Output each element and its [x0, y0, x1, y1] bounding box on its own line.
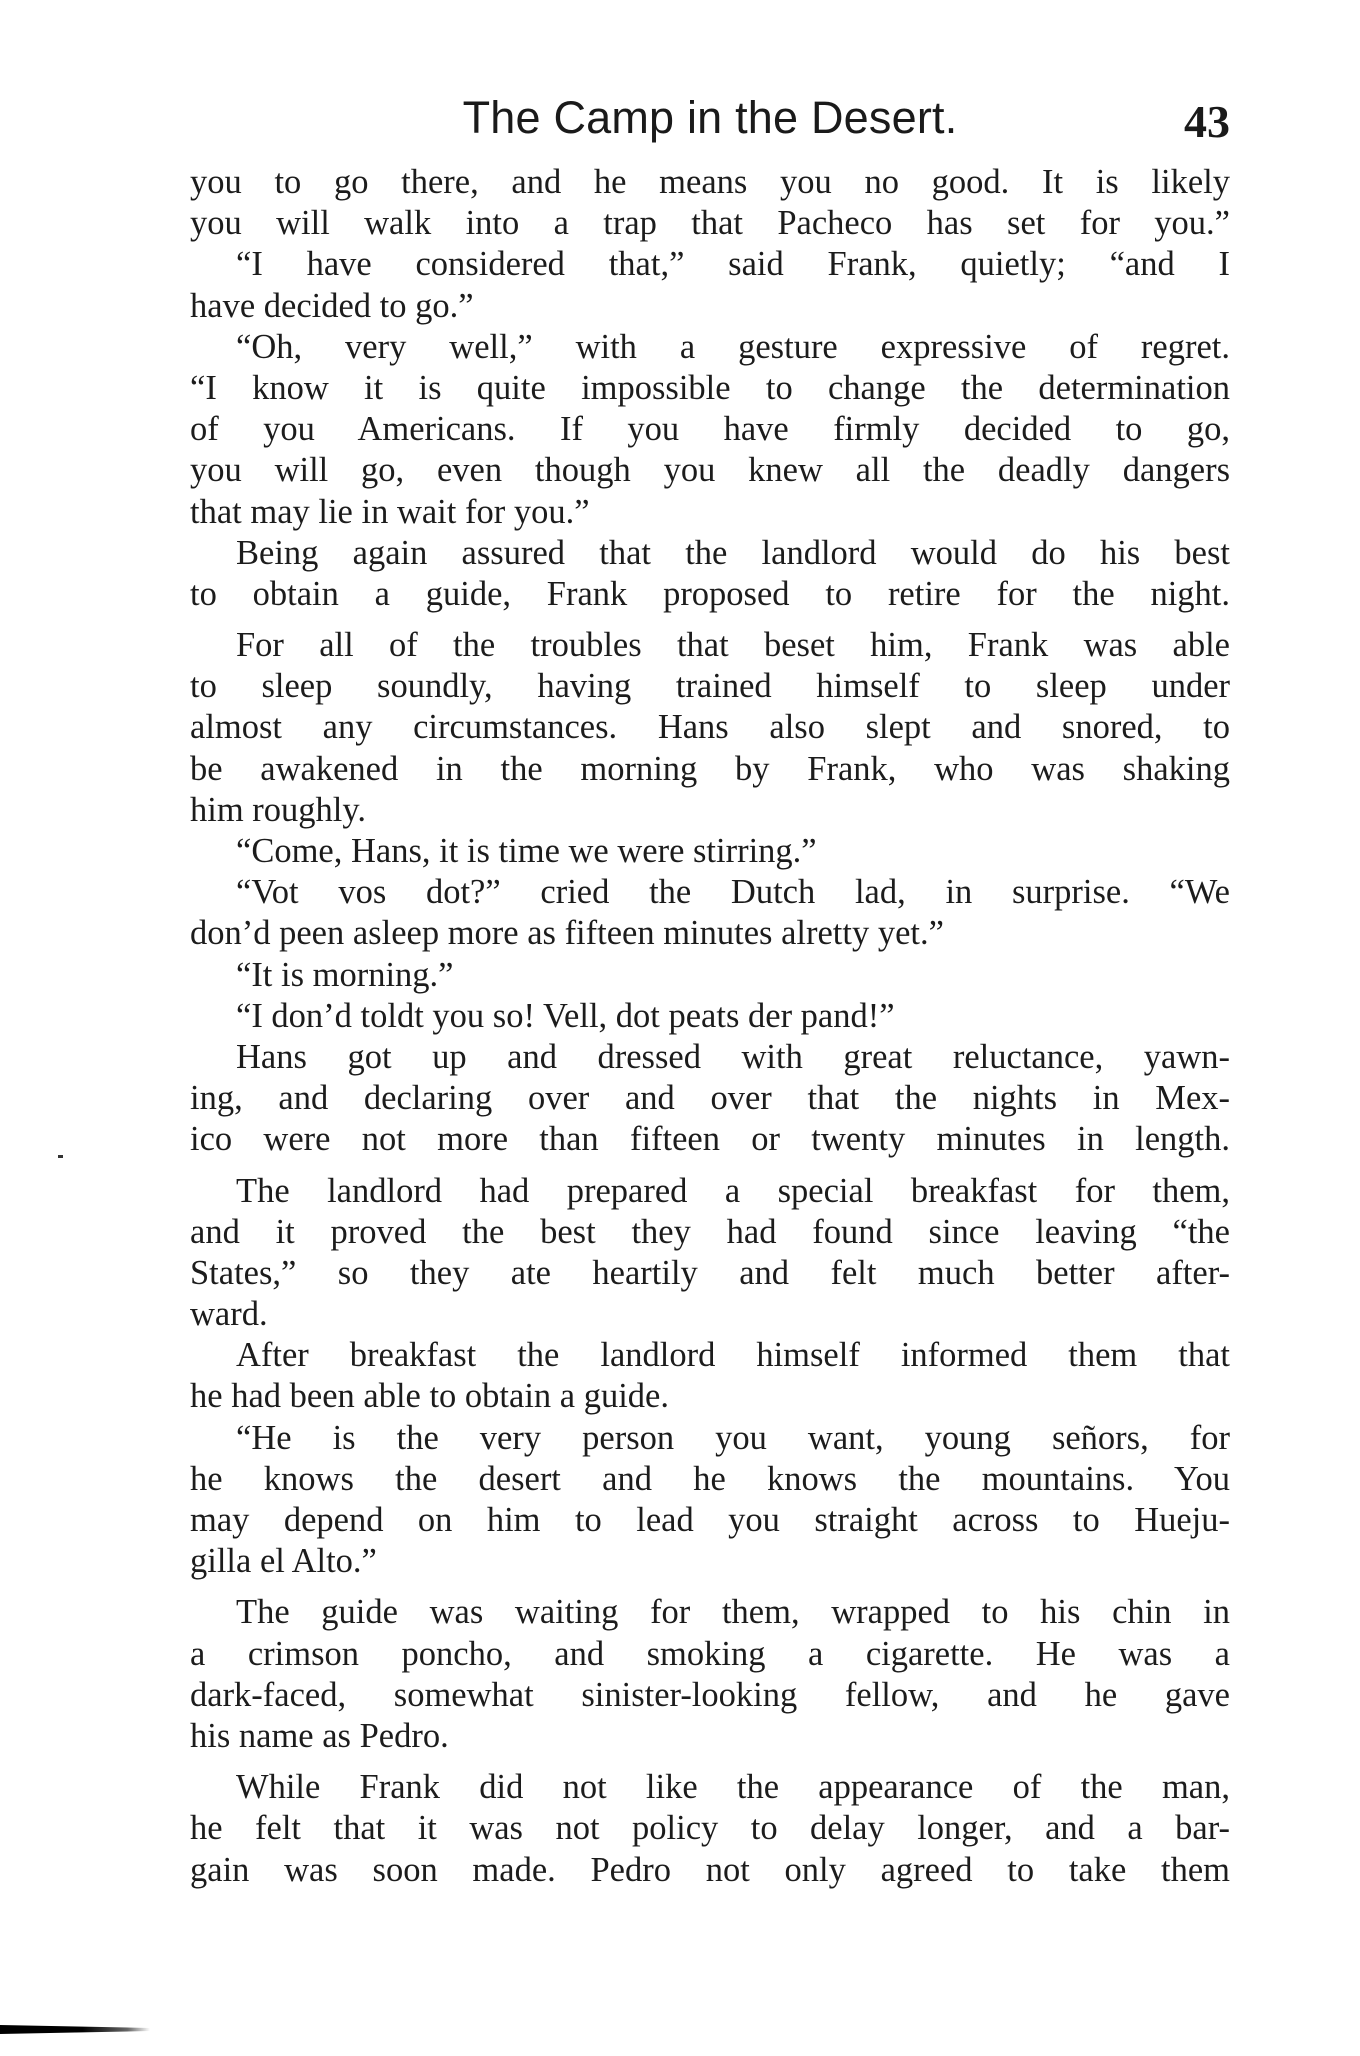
text-line: While Frank did not like the appearance of the man, — [236, 1768, 1230, 1807]
text-line: For all of the troubles that beset him, Frank was able — [236, 626, 1230, 665]
text-line: States,” so they ate heartily and felt much better after- — [190, 1253, 1230, 1292]
text-line: gain was soon made. Pedro not only agreed to take them — [190, 1850, 1230, 1889]
text-line: Being again assured that the landlord would do his best — [236, 533, 1230, 572]
text-line: “Oh, very well,” with a gesture expressive of regret. — [236, 327, 1230, 366]
page-header — [190, 88, 1230, 148]
page-number: 43 — [1184, 96, 1230, 147]
text-line: After breakfast the landlord himself informed them that — [236, 1336, 1230, 1375]
text-line: “It is morning.” — [236, 955, 454, 994]
text-line: you to go there, and he means you no good. It is likely — [190, 163, 1230, 201]
text-line: “Vot vos dot?” cried the Dutch lad, in surprise. “We — [236, 873, 1230, 912]
text-line: don’d peen asleep more as fifteen minutes alretty yet.” — [190, 914, 944, 953]
text-line: be awakened in the morning by Frank, who was shaking — [190, 749, 1230, 788]
text-line: ward. — [190, 1295, 268, 1334]
text-line: that may lie in wait for you.” — [190, 492, 590, 531]
scan-edge-mark — [0, 2024, 150, 2034]
text-line: he knows the desert and he knows the mountains. You — [190, 1459, 1230, 1498]
body-text — [190, 162, 1230, 1891]
margin-mark — [58, 1155, 63, 1158]
text-line: Hans got up and dressed with great reluctance, yawn- — [236, 1037, 1230, 1076]
text-line: “I know it is quite impossible to change the determination — [190, 368, 1230, 407]
running-title: The Camp in the Desert. — [462, 92, 958, 143]
text-line: have decided to go.” — [190, 286, 474, 325]
text-line: “He is the very person you want, young señors, for — [236, 1418, 1230, 1457]
text-line: of you Americans. If you have firmly decided to go, — [190, 410, 1230, 449]
text-line: to obtain a guide, Frank proposed to retire for the night. — [190, 574, 1230, 613]
text-line: ico were not more than fifteen or twenty minutes in length. — [190, 1120, 1230, 1159]
text-line: The guide was waiting for them, wrapped to his chin in — [236, 1593, 1230, 1632]
text-line: you will go, even though you knew all the deadly dangers — [190, 451, 1230, 490]
text-line: him roughly. — [190, 790, 367, 829]
text-line: a crimson poncho, and smoking a cigarette. He was a — [190, 1634, 1230, 1673]
text-line: to sleep soundly, having trained himself to sleep under — [190, 667, 1230, 706]
text-line: he had been able to obtain a guide. — [190, 1377, 669, 1416]
text-line: his name as Pedro. — [190, 1716, 449, 1755]
text-line: dark-faced, somewhat sinister-looking fellow, and he gave — [190, 1675, 1230, 1714]
text-line: gilla el Alto.” — [190, 1542, 377, 1581]
text-line: The landlord had prepared a special breakfast for them, — [236, 1171, 1230, 1210]
text-line: “I have considered that,” said Frank, quietly; “and I — [236, 245, 1230, 284]
text-line: you will walk into a trap that Pacheco has set for you.” — [190, 204, 1230, 243]
text-line: may depend on him to lead you straight across to Hueju- — [190, 1501, 1230, 1539]
text-line: almost any circumstances. Hans also slept and snored, to — [190, 708, 1230, 747]
text-line: ing, and declaring over and over that the nights in Mex- — [190, 1079, 1230, 1118]
text-line: “Come, Hans, it is time we were stirring.” — [236, 832, 817, 870]
text-line: “I don’d toldt you so! Vell, dot peats der pand!” — [236, 996, 895, 1035]
text-line: he felt that it was not policy to delay longer, and a bar- — [190, 1809, 1230, 1848]
text-line: and it proved the best they had found since leaving “the — [190, 1212, 1230, 1251]
